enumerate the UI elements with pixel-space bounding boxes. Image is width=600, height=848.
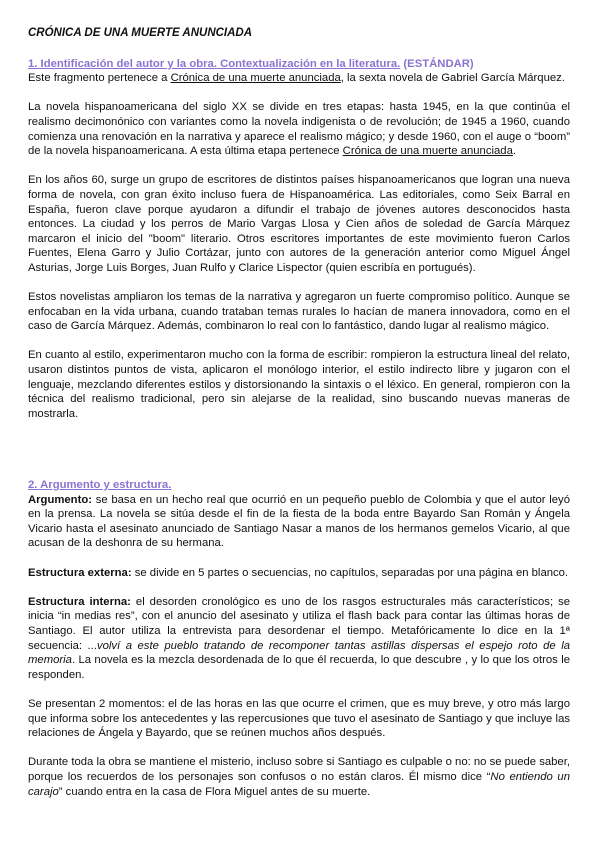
- label: Estructura externa:: [28, 566, 132, 579]
- paragraph-stages: [28, 100, 570, 158]
- book-title: Crónica de una muerte anunciada: [342, 145, 513, 158]
- paragraph-estructura-interna: [28, 595, 570, 683]
- document-page: [28, 26, 570, 814]
- text: . La novela es la mezcla desordenada de lo que él recuerda, lo que descubre , y lo que los otros le responden.: [28, 654, 570, 681]
- text: , la sexta novela de Gabriel García Márquez.: [340, 72, 565, 85]
- text: se divide en 5 partes o secuencias, no capítulos, separadas por una página en blanco.: [131, 566, 569, 579]
- text: ” cuando entra en la casa de Flora Miguel antes de su muerte.: [58, 785, 371, 798]
- paragraph-intro: [28, 71, 570, 86]
- text: el desorden cronológico es uno de los rasgos estructurales más característicos; se inicia “in medias res”, con el anuncio del asesinato y utiliza el flash back para contar las últimas horas de Santiago. El autor utiliza la entrevista para desordenar el tiempo. Metafóricamente lo dice en la 1ª secuencia: ...: [28, 595, 570, 652]
- document-title: CRÓNICA DE UNA MUERTE ANUNCIADA: [28, 27, 253, 39]
- section-number: 2.: [28, 479, 38, 492]
- text: Este fragmento pertenece a: [28, 72, 171, 85]
- paragraph-boom: En los años 60, surge un grupo de escritores de distintos países hispanoamericanos que logran una nueva forma de novela, con gran éxito incluso fuera de Hispanoamérica. Las editoriales, como Seix Barral en España, fueron clave porque ayudaron a difundir el trabajo de jóvenes autores desconocidos hasta entonces. La ciudad y los perros de Mario Vargas Llosa y Cien años de soledad de García Márquez marcaron el inicio del "boom" literario. Otros escritores importantes de este movimiento fueron Carlos Fuentes, Elena Garro y Julio Cortázar, junto con autores de la generación anterior como Miguel Ángel Asturias, Jorge Luis Borges, Juan Rulfo y Clarice Lispector (quien escribía en portugués).: [28, 174, 570, 274]
- text: La novela hispanoamericana del siglo XX se divide en tres etapas: hasta 1945, en la que continúa el realismo decimonónico con variantes como la novela indigenista o de revolución; de 1945 a 1960, cuando comienza una renovación en la narrativa y aparece el realismo mágico; y desde 1960, con el auge o “boom” de la novela hispanoamericana. A esta última etapa pertenece: [28, 101, 570, 158]
- paragraph-argumento: [28, 493, 570, 551]
- text: se basa en un hecho real que ocurrió en un pequeño pueblo de Colombia y que el autor leyó en la prensa. La novela se sitúa desde el fin de la fiesta de la boda entre Bayardo San Román y Ángela Vicario hasta el asesinato anunciado de Santiago Nasar a manos de los hermanos gemelos Vicario, al que acusan de la deshonra de su hermana.: [28, 493, 570, 550]
- section-heading-text: Identificación del autor y la obra. Contextualización en la literatura.: [37, 57, 401, 70]
- section-heading-text: Argumento y estructura.: [37, 479, 172, 492]
- paragraph-estructura-externa: [28, 566, 570, 581]
- paragraph-themes: Estos novelistas ampliaron los temas de la narrativa y agregaron un fuerte compromiso político. Aunque se enfocaban en la vida urbana, cuando trataban temas rurales lo hacían de manera innovadora, como en el caso de García Márquez. Además, combinaron lo real con lo fantástico, dando lugar al realismo mágico.: [28, 291, 570, 333]
- book-title: Crónica de una muerte anunciada: [170, 72, 341, 85]
- section-tag: (ESTÁNDAR): [400, 57, 474, 70]
- label: Estructura interna:: [28, 595, 131, 608]
- quote: No entiendo un carajo: [28, 770, 570, 798]
- text: .: [512, 145, 516, 158]
- quote: volví a este pueblo tratando de recomponer tantas astillas dispersas el espejo roto de la memoria: [28, 639, 570, 667]
- text: Durante toda la obra se mantiene el misterio, incluso sobre si Santiago es culpable o no: no se puede saber, porque los recuerdos de los personajes son confusos o no están claros. Él mismo dice “: [28, 756, 570, 783]
- paragraph-style: En cuanto al estilo, experimentaron mucho con la forma de escribir: rompieron la estructura lineal del relato, usaron distintos puntos de vista, aplicaron el monólogo interior, el estilo indirecto libre y jugaron con el lenguaje, mezclando diferentes estilos y distorsionando la sintaxis o el léxico. En general, rompieron con la técnica del realismo tradicional, pero sin alejarse de la realidad, sino buscando nuevas maneras de mostrarla.: [28, 349, 570, 420]
- section-number: 1.: [28, 57, 38, 70]
- label: Argumento:: [28, 493, 93, 506]
- paragraph-momentos: Se presentan 2 momentos: el de las horas en las que ocurre el crimen, que es muy breve, y otro más largo que informa sobre los antecedentes y las repercusiones que tuvo el asesinato de Santiago y que incluye las relaciones de Ángela y Bayardo, que se reúnen muchos años después.: [28, 697, 570, 740]
- section-1-heading: [28, 57, 570, 72]
- paragraph-misterio: [28, 755, 570, 799]
- section-2-heading: [28, 478, 570, 493]
